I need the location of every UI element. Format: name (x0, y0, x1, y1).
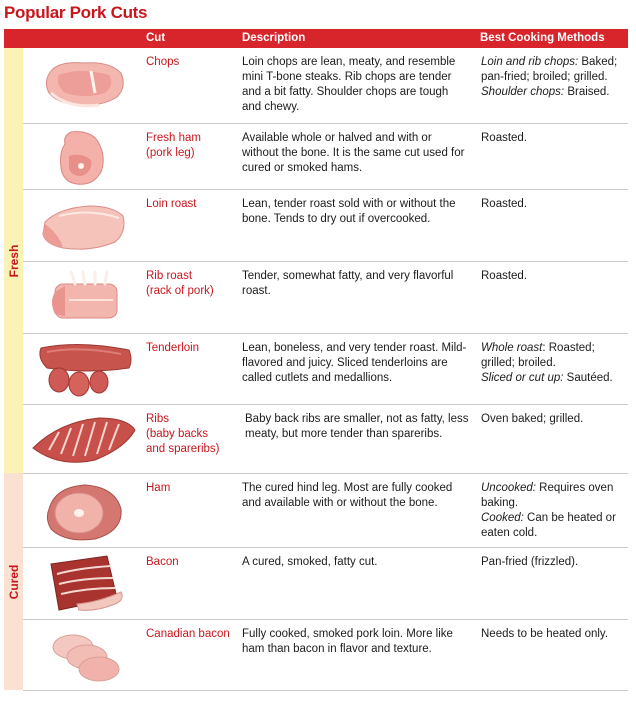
table-bottom-border (23, 690, 628, 691)
cut-name: Chops (146, 56, 180, 68)
column-header-description: Description (242, 32, 306, 44)
table-header (4, 29, 628, 48)
cut-description: Fully cooked, smoked pork loin. More like ham than bacon in flavor and texture. (242, 628, 453, 655)
cut-name: Loin roast (146, 198, 197, 210)
tenderloin-image (29, 338, 139, 402)
group-label-cured: Cured (6, 564, 21, 599)
column-header-methods: Best Cooking Methods (480, 32, 605, 44)
table-row (23, 333, 628, 405)
cut-name: Rib roast (rack of pork) (146, 270, 214, 297)
table-row (23, 404, 628, 474)
cut-description: Loin chops are lean, meaty, and resemble mini T-bone steaks. Rib chops are tender and a bit fatty. Shoulder chops are tough and chewy. (242, 56, 456, 113)
cut-name: Canadian bacon (146, 628, 230, 640)
cooking-methods: Whole roast: Roasted; grilled; broiled. Sliced or cut up: Sautéed. (481, 342, 613, 384)
cut-description: Baby back ribs are smaller, not as fatty, less meaty, but more tender than spareribs. (245, 413, 469, 440)
cut-description: The cured hind leg. Most are fully cooked and available with or without the bone. (242, 482, 453, 509)
cooking-methods: Loin and rib chops: Baked; pan-fried; broiled; grilled. Shoulder chops: Braised. (481, 56, 618, 98)
group-band-cured (4, 473, 23, 690)
pork-chops-image (29, 53, 139, 117)
cut-name: Fresh ham (pork leg) (146, 132, 201, 159)
cut-name: Ham (146, 482, 171, 494)
cooking-methods: Roasted. (481, 198, 528, 210)
canadian-bacon-image (29, 623, 139, 687)
cut-description: A cured, smoked, fatty cut. (242, 556, 378, 568)
cooking-methods: Roasted. (481, 132, 528, 144)
ribs-image (29, 408, 139, 472)
cooking-methods: Uncooked: Requires oven baking. Cooked: Can be heated or eaten cold. (481, 482, 616, 539)
fresh-ham-image (29, 126, 139, 190)
table-row (23, 261, 628, 334)
cooking-methods: Oven baked; grilled. (481, 413, 584, 425)
group-label-fresh: Fresh (6, 244, 21, 277)
cooking-methods: Needs to be heated only. (481, 628, 609, 640)
cut-description: Lean, boneless, and very tender roast. Mild-flavored and juicy. Sliced tenderloins are called cutlets and medallions. (242, 342, 467, 384)
cut-name: Tenderloin (146, 342, 200, 354)
ham-image (29, 477, 139, 545)
bacon-image (29, 552, 139, 616)
loin-roast-image (29, 194, 139, 258)
cut-description: Tender, somewhat fatty, and very flavorful roast. (242, 270, 454, 297)
rib-roast-image (29, 266, 139, 330)
cut-description: Available whole or halved and with or without the bone. It is the same cut used for cured or smoked hams. (242, 132, 465, 174)
table-row (23, 619, 628, 691)
cut-description: Lean, tender roast sold with or without the bone. Tends to dry out if overcooked. (242, 198, 456, 225)
column-header-cut: Cut (146, 32, 166, 44)
group-band-fresh (4, 48, 23, 473)
cut-name: Bacon (146, 556, 179, 568)
cooking-methods: Pan-fried (frizzled). (481, 556, 579, 568)
cooking-methods: Roasted. (481, 270, 528, 282)
cut-name: Ribs (baby backs and spareribs) (146, 413, 220, 455)
table-row (23, 48, 628, 123)
table-row (23, 189, 628, 262)
page-title: Popular Pork Cuts (4, 3, 148, 22)
table-row (23, 547, 628, 620)
table-row (23, 123, 628, 190)
table-row (23, 473, 628, 548)
